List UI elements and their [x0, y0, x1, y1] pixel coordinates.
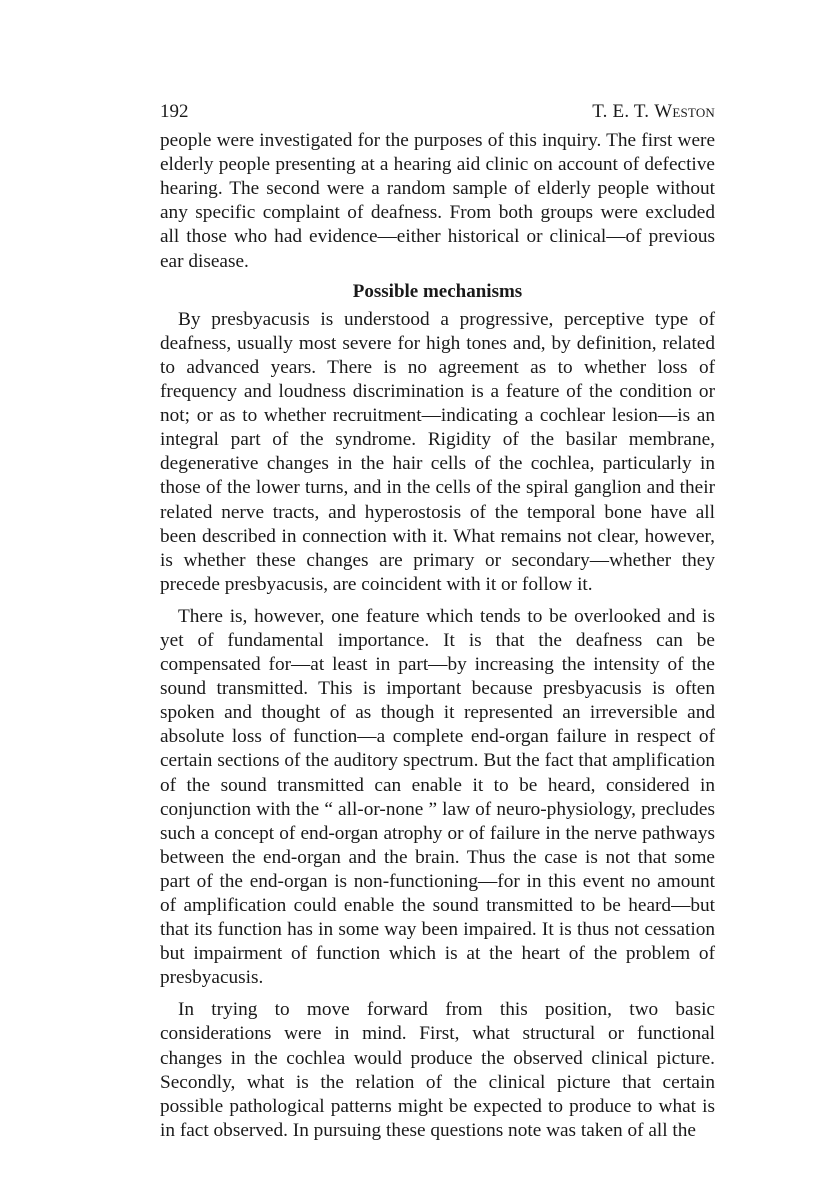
page-number: 192 — [160, 101, 189, 122]
paragraph-presbyacusis-definition: By presbyacusis is understood a progressive, perceptive type of deafness, usually most severe for high tones and, by definition, related to advanced years. There is no agreement as to whether loss of frequency and loudness discrimination is a feature of the condition or not; or as to whether recruitment—indicating a cochlear lesion—is an integral part of the syndrome. Rigidity of the basilar membrane, degenerative changes in the hair cells of the cochlea, particularly in those of the lower turns, and in the cells of the spiral ganglion and their related nerve tracts, and hyperostosis of the temporal bone have all been described in connection with it. What remains not clear, however, is whether these changes are primary or secondary—whether they precede presbyacusis, are coincident with it or follow it. — [160, 308, 715, 595]
paragraph-compensation: There is, however, one feature which tends to be overlooked and is yet of fundamental importance. It is that the deafness can be compensated for—at least in part—by increasing the intensity of the sound transmitted. This is important because presbyacusis is often spoken and thought of as though it represented an irreversible and absolute loss of function—a complete end-organ failure in respect of certain sections of the auditory spectrum. But the fact that amplification of the sound transmitted can enable it to be heard, considered in conjunction with the “ all-or-none ” law of neuro-physiology, precludes such a concept of end-organ atrophy or of failure in the nerve pathways between the end-organ and the brain. Thus the case is not that some part of the end-organ is non-functioning—for in this event no amount of amplification could enable the sound transmitted to be heard—but that its function has in some way been impaired. It is thus not cessation but impairment of function which is at the heart of the problem of presbyacusis. — [160, 605, 715, 989]
paragraph-considerations: In trying to move forward from this position, two basic considerations were in mind. First, what structural or functional changes in the cochlea would produce the observed clinical picture. Secondly, what is the relation of the clinical picture that certain possible pathological patterns might be expected to produce to what is in fact observed. In pursuing these questions note was taken of all the — [160, 999, 715, 1141]
paragraph-continued: people were investigated for the purposes of this inquiry. The first were elderly people presenting at a hearing aid clinic on account of defective hearing. The second were a random sample of elderly people without any specific complaint of deafness. From both groups were excluded all those who had evidence—either historical or clinical—of previous ear disease. — [160, 130, 715, 272]
running-title — [592, 100, 715, 124]
author-surname: Weston — [654, 101, 715, 122]
page — [160, 100, 715, 1143]
author-initials: T. E. T. — [592, 101, 655, 122]
section-heading: Possible mechanisms — [352, 280, 523, 302]
running-head — [160, 100, 715, 124]
